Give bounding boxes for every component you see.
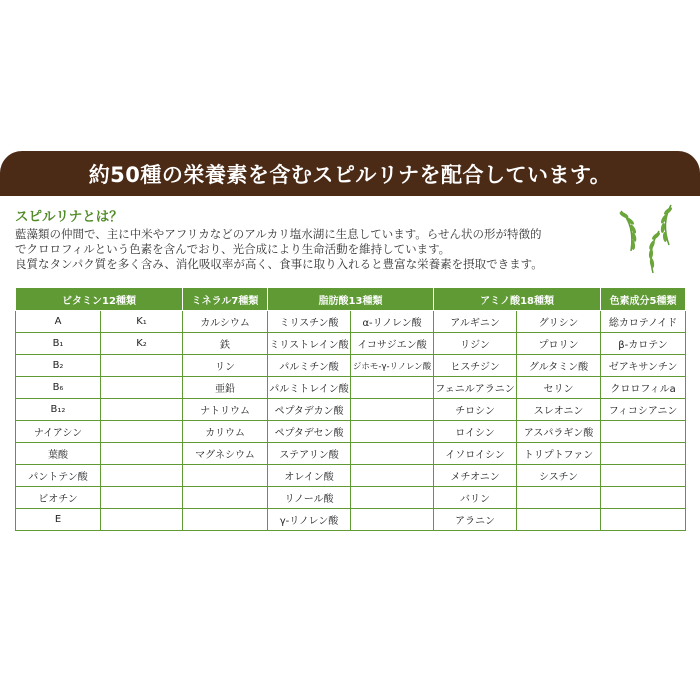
table-cell: アラニン	[434, 509, 517, 531]
table-cell: ジホモ-γ-リノレン酸	[351, 355, 434, 377]
table-cell: グリシン	[517, 311, 601, 333]
table-cell: ゼアキサンチン	[601, 355, 686, 377]
table-cell: K₂	[101, 333, 183, 355]
table-cell: フィコシアニン	[601, 399, 686, 421]
table-cell: β-カロテン	[601, 333, 686, 355]
table-cell: 総カロテノイド	[601, 311, 686, 333]
table-cell: グルタミン酸	[517, 355, 601, 377]
table-cell	[351, 399, 434, 421]
table-cell	[101, 377, 183, 399]
table-cell	[351, 465, 434, 487]
table-cell: チロシン	[434, 399, 517, 421]
table-cell: 鉄	[183, 333, 268, 355]
table-cell	[601, 421, 686, 443]
table-cell: リノール酸	[268, 487, 351, 509]
table-cell: トリプトファン	[517, 443, 601, 465]
table-cell: カリウム	[183, 421, 268, 443]
table-cell: クロロフィルa	[601, 377, 686, 399]
table-row	[16, 311, 686, 333]
table-cell	[183, 465, 268, 487]
table-row	[16, 509, 686, 531]
table-row	[16, 421, 686, 443]
table-cell: ナイアシン	[16, 421, 101, 443]
table-cell	[101, 509, 183, 531]
table-cell: ヒスチジン	[434, 355, 517, 377]
table-cell: ロイシン	[434, 421, 517, 443]
fern-leaves-icon	[613, 203, 688, 278]
table-cell	[351, 377, 434, 399]
table-cell	[101, 355, 183, 377]
table-cell: イソロイシン	[434, 443, 517, 465]
header-fatty-acids: 脂肪酸13種類	[268, 288, 434, 311]
table-cell: バリン	[434, 487, 517, 509]
table-cell: スレオニン	[517, 399, 601, 421]
table-cell: ペプタデカン酸	[268, 399, 351, 421]
table-cell: リン	[183, 355, 268, 377]
table-cell: シスチン	[517, 465, 601, 487]
table-cell: A	[16, 311, 101, 333]
table-cell: α-リノレン酸	[351, 311, 434, 333]
table-cell: イコサジエン酸	[351, 333, 434, 355]
table-row	[16, 487, 686, 509]
table-cell	[601, 443, 686, 465]
table-cell: B₂	[16, 355, 101, 377]
table-cell: カルシウム	[183, 311, 268, 333]
table-cell: アスパラギン酸	[517, 421, 601, 443]
table-row	[16, 465, 686, 487]
table-cell	[101, 399, 183, 421]
table-cell	[101, 421, 183, 443]
header-minerals: ミネラル7種類	[183, 288, 268, 311]
table-cell	[101, 443, 183, 465]
table-cell: B₁	[16, 333, 101, 355]
table-cell	[517, 509, 601, 531]
table-cell	[517, 487, 601, 509]
table-row	[16, 399, 686, 421]
table-cell	[351, 421, 434, 443]
table-cell: ミリスチン酸	[268, 311, 351, 333]
table-cell	[351, 509, 434, 531]
table-row	[16, 443, 686, 465]
intro-line: 良質なタンパク質を多く含み、消化吸収率が高く、食事に取り入れると豊富な栄養素を摂取できます。	[15, 257, 543, 271]
table-header-row	[16, 288, 686, 311]
intro-line: でクロロフィルという色素を含んでおり、光合成により生命活動を維持しています。	[15, 242, 451, 256]
table-cell: E	[16, 509, 101, 531]
table-cell	[101, 487, 183, 509]
table-cell: オレイン酸	[268, 465, 351, 487]
table-cell: フェニルアラニン	[434, 377, 517, 399]
table-cell	[183, 509, 268, 531]
table-cell: ステアリン酸	[268, 443, 351, 465]
table-cell: 亜鉛	[183, 377, 268, 399]
table-cell: セリン	[517, 377, 601, 399]
table-cell: パルミチン酸	[268, 355, 351, 377]
table-cell: リジン	[434, 333, 517, 355]
table-cell: K₁	[101, 311, 183, 333]
table-cell	[183, 487, 268, 509]
title-banner	[0, 151, 700, 196]
table-cell: マグネシウム	[183, 443, 268, 465]
table-cell: プロリン	[517, 333, 601, 355]
table-row	[16, 355, 686, 377]
table-cell: ビオチン	[16, 487, 101, 509]
table-cell: アルギニン	[434, 311, 517, 333]
table-cell: パントテン酸	[16, 465, 101, 487]
header-pigments: 色素成分5種類	[601, 288, 686, 311]
table-cell: パルミトレイン酸	[268, 377, 351, 399]
banner-title: 約50種の栄養素を含むスピルリナを配合しています。	[88, 162, 612, 187]
table-cell: メチオニン	[434, 465, 517, 487]
table-cell: 葉酸	[16, 443, 101, 465]
table-cell: B₁₂	[16, 399, 101, 421]
table-cell: ペプタデセン酸	[268, 421, 351, 443]
table-cell	[351, 443, 434, 465]
intro-line: 藍藻類の仲間で、主に中米やアフリカなどのアルカリ塩水湖に生息しています。らせん状の形が特徴的	[15, 227, 542, 241]
table-cell	[351, 487, 434, 509]
intro-heading: スピルリナとは？	[15, 209, 123, 225]
table-cell	[601, 509, 686, 531]
table-row	[16, 333, 686, 355]
table-cell	[601, 487, 686, 509]
header-vitamins: ビタミン12種類	[16, 288, 183, 311]
intro-section	[15, 205, 605, 272]
table-cell: ナトリウム	[183, 399, 268, 421]
table-cell	[601, 465, 686, 487]
table-cell	[101, 465, 183, 487]
nutrient-table	[15, 287, 686, 531]
table-cell: B₆	[16, 377, 101, 399]
table-cell: ミリストレイン酸	[268, 333, 351, 355]
header-amino-acids: アミノ酸18種類	[434, 288, 601, 311]
table-row	[16, 377, 686, 399]
table-cell: γ-リノレン酸	[268, 509, 351, 531]
